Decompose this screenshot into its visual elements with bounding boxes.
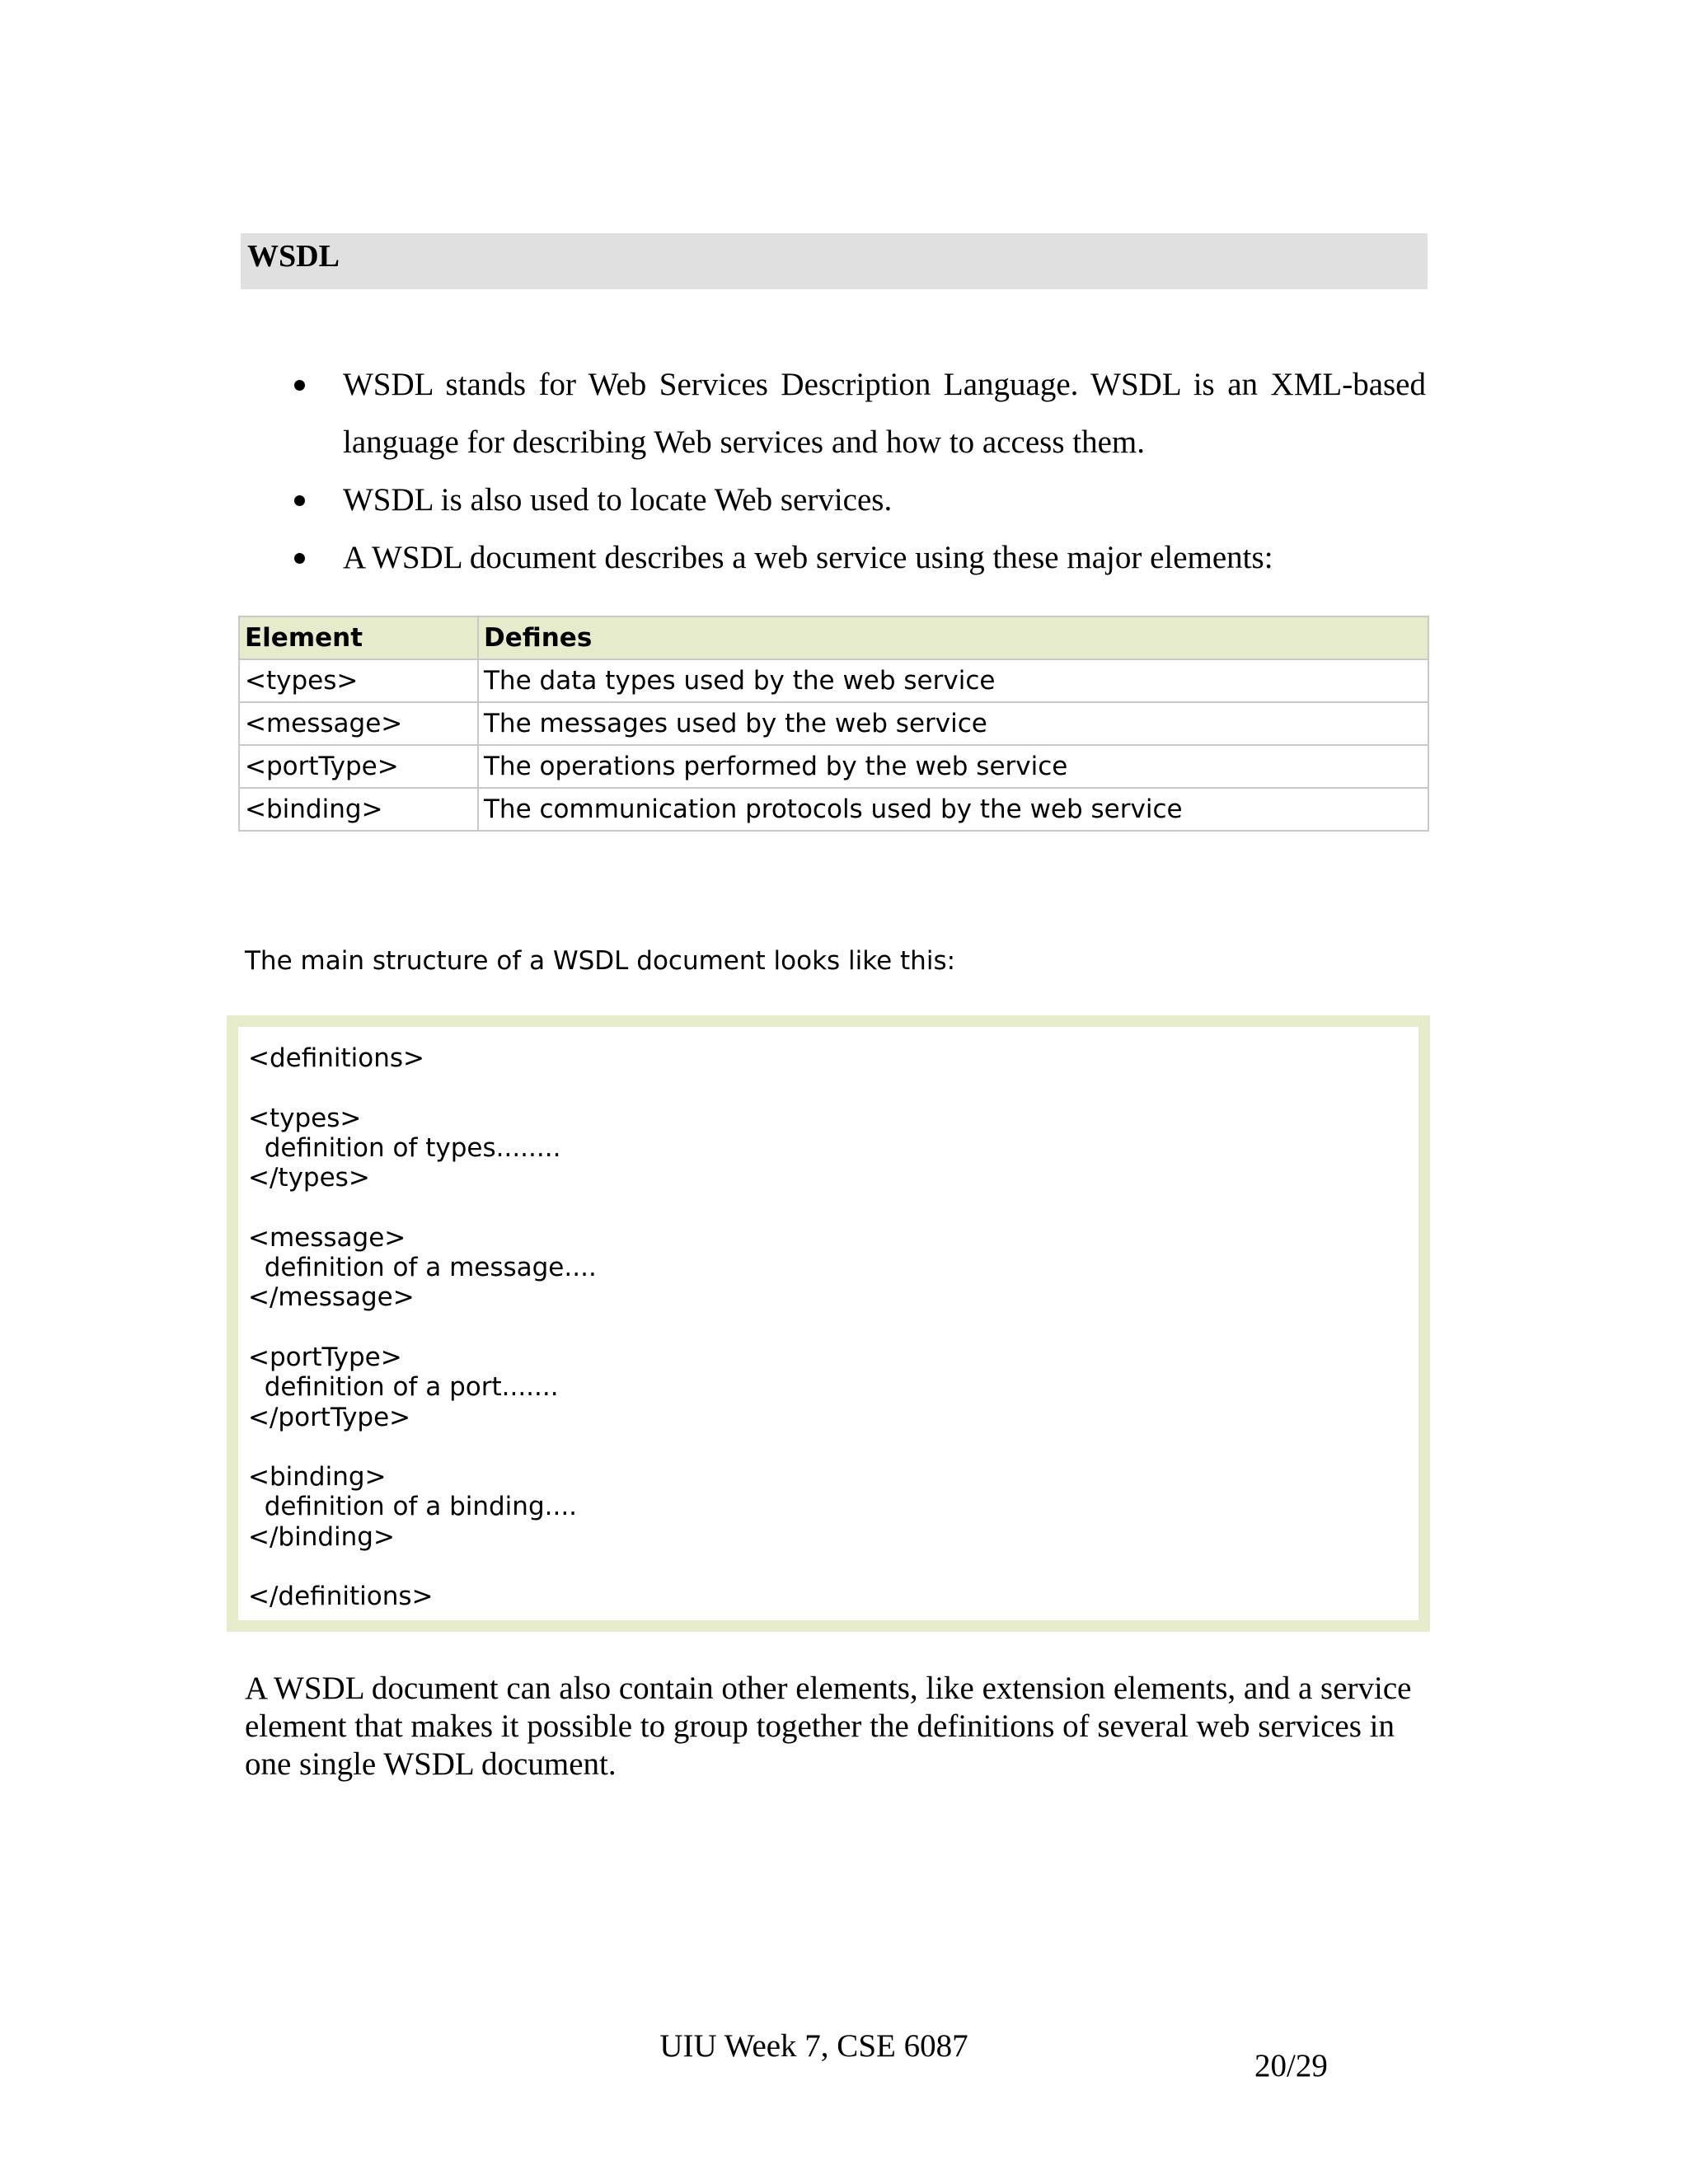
table-cell-element: <portType> bbox=[239, 745, 478, 788]
bullet-dot-icon bbox=[294, 495, 305, 506]
section-heading-bar bbox=[241, 233, 1428, 289]
table-cell-element: <binding> bbox=[239, 788, 478, 831]
footer-page-number: 20/29 bbox=[1254, 2048, 1328, 2083]
bullet-text: A WSDL document describes a web service using these major elements: bbox=[343, 540, 1273, 575]
section-heading: WSDL bbox=[247, 239, 340, 274]
code-line: definition of a message.... bbox=[248, 1253, 597, 1283]
intro-text: The main structure of a WSDL document looks like this: bbox=[245, 946, 956, 976]
code-line: definition of types........ bbox=[248, 1132, 561, 1163]
table-row bbox=[239, 788, 1428, 831]
table-cell-defines: The data types used by the web service bbox=[478, 659, 1428, 702]
footer-course-label: UIU Week 7, CSE 6087 bbox=[659, 2028, 968, 2064]
code-line: <definitions> bbox=[248, 1043, 425, 1073]
bullet-item bbox=[288, 356, 1426, 471]
elements-table bbox=[238, 616, 1429, 832]
bullet-list bbox=[288, 356, 1426, 587]
table-row bbox=[239, 702, 1428, 745]
code-example-content bbox=[238, 1027, 1418, 1620]
code-line: <binding> bbox=[248, 1462, 387, 1493]
bullet-item bbox=[288, 529, 1426, 587]
code-example-box bbox=[227, 1015, 1430, 1632]
code-line: <portType> bbox=[248, 1342, 402, 1372]
table-cell-defines: The operations performed by the web service bbox=[478, 745, 1428, 788]
code-line: definition of a binding.... bbox=[248, 1492, 578, 1522]
table-row bbox=[239, 745, 1428, 788]
table-cell-element: <message> bbox=[239, 702, 478, 745]
bullet-text: WSDL is also used to locate Web services. bbox=[343, 482, 893, 518]
code-line: </types> bbox=[248, 1163, 370, 1193]
table-row bbox=[239, 659, 1428, 702]
table-cell-element: <types> bbox=[239, 659, 478, 702]
bullet-text: WSDL stands for Web Services Description Language. WSDL is an XML-based language for describing Web services and how to access them. bbox=[343, 367, 1426, 460]
code-line: <types> bbox=[248, 1103, 362, 1133]
code-line: </portType> bbox=[248, 1402, 411, 1432]
code-line bbox=[248, 1193, 1410, 1222]
code-line bbox=[248, 1073, 1410, 1103]
code-line bbox=[248, 1313, 1410, 1343]
code-line: <message> bbox=[248, 1222, 406, 1253]
bullet-dot-icon bbox=[294, 380, 305, 391]
bullet-item bbox=[288, 471, 1426, 529]
code-line: </message> bbox=[248, 1282, 415, 1313]
table-header-cell: Defines bbox=[478, 616, 1428, 659]
code-line: </binding> bbox=[248, 1521, 395, 1552]
code-line bbox=[248, 1432, 1410, 1462]
code-line: definition of a port....... bbox=[248, 1372, 559, 1403]
bullet-dot-icon bbox=[294, 553, 305, 564]
table-header-cell: Element bbox=[239, 616, 478, 659]
table-cell-defines: The communication protocols used by the web service bbox=[478, 788, 1428, 831]
code-line: </definitions> bbox=[248, 1582, 434, 1612]
table-cell-defines: The messages used by the web service bbox=[478, 702, 1428, 745]
closing-paragraph: A WSDL document can also contain other elements, like extension elements, and a service element that makes it possible to group together the definitions of several web services in one single WSDL document. bbox=[245, 1671, 1412, 1782]
code-line bbox=[248, 1552, 1410, 1582]
table-header-row bbox=[239, 616, 1428, 659]
